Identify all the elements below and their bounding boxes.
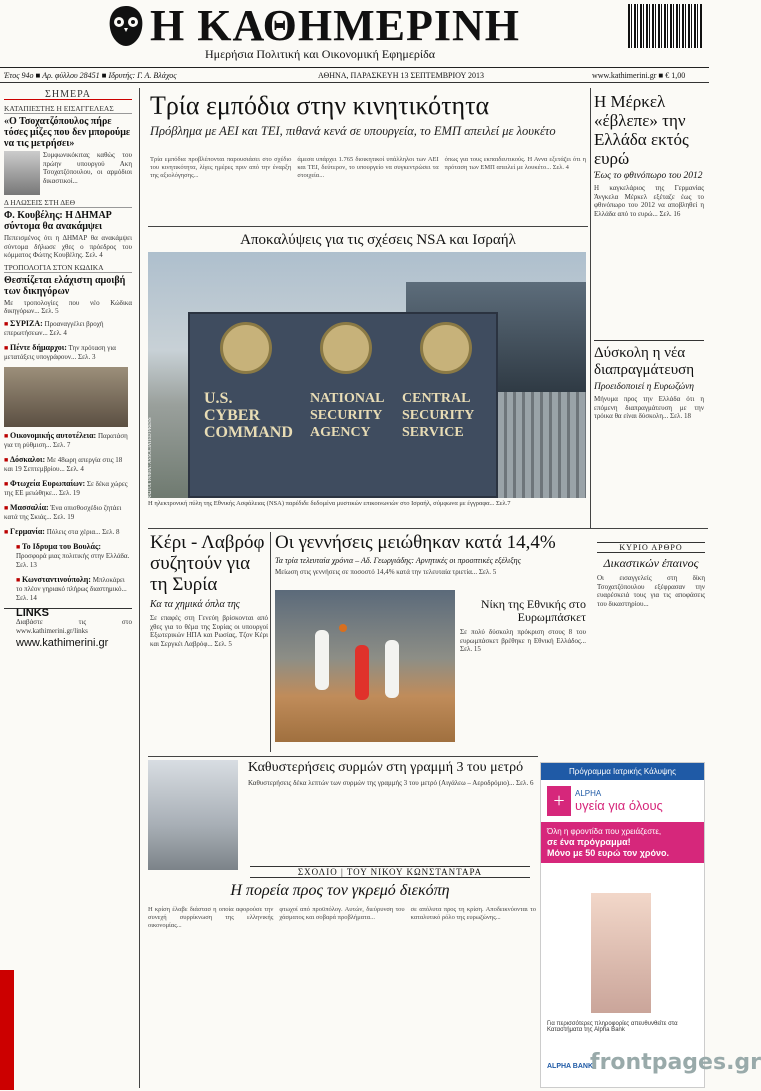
left-story-1	[4, 151, 132, 195]
sign-text-css: CENTRAL SECURITY SERVICE	[402, 391, 475, 440]
links-box	[4, 608, 132, 648]
photo-credit: ΦΩΤΟΓΡΑΦΙΑ: ASSOCIATED PRESS	[148, 417, 153, 498]
seal-icon	[320, 322, 372, 374]
bullet-icon: ■	[4, 319, 10, 328]
photo-caption: Η ηλεκτρονική πύλη της Εθνικής Ασφάλειας (NSA) παρέδιδε δεδομένα μυστικών επικοινωνιών στο Ισραήλ, σύμφωνα με έγγραφα... Σελ.7	[148, 500, 511, 507]
syria-headline[interactable]: Κέρι - Λαβρόφ συζητούν για τη Συρία	[150, 532, 265, 595]
negotiation-headline[interactable]: Δύσκολη η νέα διαπραγμάτευση	[594, 345, 695, 378]
bullet-item[interactable]: ■ Δόσκαλοι: Με 48ωρη απεργία στις 18 και 19 Σεπτεμβρίου... Σελ. 4	[4, 454, 123, 473]
photo-headline[interactable]: Αποκαλύψεις για τις σχέσεις NSA και Ισραήλ	[240, 232, 516, 248]
sign-text-nsa: NATIONAL SECURITY AGENCY	[310, 391, 385, 440]
site-price: www.kathimerini.gr ■ € 1,00	[592, 71, 686, 80]
metro-photo	[148, 760, 238, 870]
bullet-item[interactable]: ■ Κωνσταντινούπολη: Μπλοκάρει το πλέον γηριακό πλήρως διαστημικό... Σελ. 14	[16, 574, 127, 602]
syria-sub: Κα τα χημικά όπλα της	[150, 599, 240, 610]
issue-meta: Έτος 94ο ■ Αρ. φύλλου 28451 ■ Ιδρυτής: Γ. Α. Βλάχος	[4, 71, 177, 80]
syria-story	[150, 532, 268, 784]
website-link[interactable]: www.kathimerini.gr	[16, 637, 109, 650]
basket-headline[interactable]: Νίκη της Εθνικής στο Ευρωμπάσκετ	[480, 597, 586, 624]
bullet-item[interactable]: ■ Μασσαλία: Ένα οπισθοσχέδιο ζητάει κατά της Σκιάς... Σελ. 19	[4, 502, 122, 521]
newspaper-title: Η ΚΑΘΗΜΕΡΙΝΗ	[150, 1, 520, 50]
barcode-icon	[628, 4, 702, 48]
left-text-1: Συμφωνικόκιτας καθώς του πρώην υπουργού Ακη Τσοχατζόπουλου, οι αρμόδιοι δικαστικοί...	[43, 151, 132, 185]
negotiation-sub: Προειδοποιεί η Ευρωζώνη	[594, 382, 695, 392]
basket-text: Σε πολύ δύσκολη πρόκριση στους 8 του ευρωμπάσκετ βρέθηκε η Εθνική Ελλάδος... Σελ. 15	[460, 628, 586, 654]
main-headline[interactable]: Τρία εμπόδια στην κινητικότητα	[150, 91, 490, 120]
negotiation-text: Μήνυμα προς την Ελλάδα ότι η επόμενη διαπραγμάτευση με την τρόικα θα είναι δύσκολη... Σελ. 18	[594, 395, 704, 421]
bullet-item[interactable]: ■ Φτωχεία Ευρωπαίων: Σε δέκα χώρες της ΕΕ μειώθηκε... Σελ. 19	[4, 478, 128, 497]
seal-icon	[420, 322, 472, 374]
ad-brand-word: υγεία για όλους	[575, 798, 663, 813]
masthead	[0, 0, 709, 68]
births-sub: Τα τρία τελευταία χρόνια – Αδ. Γεωργιάδης: Αρνητικές οι προοπτικές εξέλιξης	[275, 556, 521, 565]
main-subheadline: Πρόβλημα με ΑΕΙ και ΤΕΙ, πιθανά κενά σε υπουργεία, το ΕΜΠ απειλεί με λουκέτο	[150, 124, 556, 138]
bullet-icon: ■	[4, 455, 10, 464]
main-body-col: άμεσα υπάρχει 1.765 διοικητικοί υπάλληλοι των ΑΕΙ και ΤΕΙ, δεύτερον, το υπουργείο να συγκεντρώσει τα στοιχεία...	[297, 156, 439, 179]
bullet-item[interactable]: ■ Το Ιδρυμα του Βουλάς: Προσφορά μιας πολιτικής στην Ελλάδα. Σελ. 13	[16, 541, 130, 569]
nsa-sign	[188, 312, 498, 498]
portrait-photo	[4, 151, 40, 195]
left-text-3: Με τροπολογίες που νέο Κώδικα δικηγόρων... Σελ. 5	[4, 298, 132, 316]
commentary-body	[148, 906, 536, 1088]
issue-date: ΑΘΗΝΑ, ΠΑΡΑΣΚΕΥΗ 13 ΣΕΠΤΕΜΒΡΙΟΥ 2013	[318, 71, 485, 80]
ball-icon	[339, 624, 347, 632]
bullet-icon: ■	[16, 575, 22, 584]
left-text-2: Πεπεισμένος ότι η ΔΗΜΑΡ θα ανακάμψει σύντομα δήλωσε χθες ο πρόεδρος του κόμματος Φώτης Κουβέλης. Σελ. 4	[4, 234, 132, 260]
ad-top-label: Πρόγραμμα Ιατρικής Κάλυψης	[541, 763, 704, 780]
bullet-item[interactable]: ■ Οικονομικής αυτοτέλεια: Παρατάση για τη ρύθμιση... Σελ. 7	[4, 430, 128, 449]
divider	[148, 226, 588, 227]
left-headline-1[interactable]: «Ο Τσοχατζόπουλος πήρε τόσες μίζες που δεν μπορούμε να τις μετρήσει»	[4, 116, 131, 149]
bullet-icon: ■	[4, 343, 10, 352]
main-body	[150, 156, 586, 222]
divider	[148, 756, 538, 757]
main-body-col: Τρία εμπόδια προβλέπονται παρουσιάσει στο σχέδιο του κινητικότητα, λίγες ημέρες πριν από την έναρξη της αξιολόγησης...	[150, 156, 292, 179]
ad-brand	[541, 780, 704, 822]
links-text[interactable]: Διαβάστε τις στο www.kathimerini.gr/links	[16, 617, 132, 635]
divider	[148, 528, 708, 529]
info-line	[0, 69, 709, 83]
left-headline-2[interactable]: Φ. Κουβέλης: Η ΔΗΜΑΡ σύντομα θα ανακάμψει	[4, 210, 112, 232]
commentary-col: Η κρίση έλαβε διάστασ η οποία αφορούσε την συνεχή συρρίκνωση της ελληνικής οικονομίας...	[148, 906, 274, 929]
plus-icon: +	[547, 786, 571, 816]
commentary-col: φτωχοί από προϋπόλογ. Αυτών, διεύρυνση του χάσματος και σοβαρά προβλήματα...	[279, 906, 405, 921]
bullet-item[interactable]: ■ Γερμανία: Πόλεις στα χέρια... Σελ. 8	[4, 526, 120, 536]
ad-message: Όλη η φροντίδα που χρειάζεστε, σε ένα πρόγραμμα! Μόνο με 50 ευρώ τον χρόνο.	[541, 822, 704, 863]
editorial-text: Οι εισαγγελείς στη δίκη Τσοχατζόπουλου εξέφρασαν την ευαρέσκειά τους για τις αποφάσεις του δικαστηρίου...	[597, 574, 705, 608]
watermark: frontpages.gr	[590, 1050, 761, 1075]
parking-lot	[498, 392, 586, 498]
basketball-photo	[275, 590, 455, 742]
bullet-icon: ■	[4, 479, 10, 488]
alpha-sidebar-decoration	[0, 970, 14, 1090]
commentary-label: ΣΧΟΛΙΟ | ΤΟΥ ΝΙΚΟΥ ΚΩΝΣΤΑΝΤΑΡΑ	[250, 866, 530, 878]
merkel-text: Η καγκελάριος της Γερμανίας Άνγκελα Μέρκελ εξέταζε έως το φθινόπωρο του 2012 να αποβληθεί η Ελλάδα από το ευρώ... Σελ. 16	[594, 184, 704, 218]
left-label-2: Δ ΗΛΩΣΕΙΣ ΣΤΗ ΔΕΘ	[4, 198, 132, 208]
alpha-bank-ad[interactable]	[540, 762, 705, 1088]
main-body-col: όπως για τους εκπαιδευτικούς. Η Αννα εξετάζει ότι η πρόταση των ΕΜΠ απειλεί με λουκέτο... Σελ. 4	[444, 156, 586, 171]
divider	[270, 532, 271, 752]
bullet-icon: ■	[16, 542, 22, 551]
divider	[590, 88, 591, 528]
section-today: ΣΗΜΕΡΑ	[4, 90, 132, 100]
merkel-sub: Έως το φθινόπωρο του 2012	[594, 171, 703, 181]
bullet-icon: ■	[4, 503, 10, 512]
right-column	[594, 92, 704, 505]
ad-person-photo	[591, 893, 651, 1013]
bullet-icon: ■	[4, 431, 10, 440]
seal-icon	[220, 322, 272, 374]
owl-logo-icon	[104, 2, 148, 48]
bullet-item[interactable]: ■ ΣΥΡΙΖΑ: Προαναγγέλει βροχή επερωτήσεων... Σελ. 4	[4, 318, 104, 337]
sign-text-cyber: U.S. CYBER COMMAND	[204, 390, 293, 441]
nsa-photo	[148, 252, 586, 498]
basket-story	[460, 598, 586, 738]
syria-text: Σε επαφές στη Γενεύη βρίσκονται από χθες για το θέμα της Συρίας οι υπουργοί Εξωτερικών ΗΠΑ και Ρωσίας, Τζον Κέρι και Σεργκέι Λαβρόφ... Σελ. 5	[150, 614, 268, 648]
editorial-box	[597, 542, 705, 724]
births-headline[interactable]: Οι γεννήσεις μειώθηκαν κατά 14,4%	[275, 532, 556, 553]
births-text: Μείωση στις γεννήσεις σε ποσοστό 14,4% κατά την τελευταία τριετία... Σελ. 5	[275, 568, 497, 576]
ad-bank: ALPHA BANK	[547, 1063, 594, 1070]
editorial-label: ΚΥΡΙΟ ΑΡΘΡΟ	[597, 542, 705, 553]
left-headline-3[interactable]: Θεσπίζεται ελάχιστη αμοιβή των δικηγόρων	[4, 274, 126, 297]
left-column	[4, 90, 132, 1090]
metro-text: Καθυστερήσεις δέκα λεπτών των συρμών της γραμμής 3 του μετρό (Αιγάλεω – Αεροδρόμιο)... Σελ. 6	[248, 779, 534, 787]
bullet-icon: ■	[4, 527, 10, 536]
ad-brand-name: ALPHA	[575, 789, 602, 798]
commentary-col: σε απόλυτα προς τη κρίση. Αποδεικνύονται το καταλυτικό ρόλο της ευρωζώνης...	[410, 906, 536, 921]
merkel-headline[interactable]: Η Μέρκελ «έβλεπε» την Ελλάδα εκτός ευρώ	[594, 92, 689, 168]
metro-headline[interactable]: Καθυστερήσεις συρμών στη γραμμή 3 του μετρό	[248, 760, 524, 775]
links-label: LINKS	[16, 606, 49, 619]
bullet-list	[4, 319, 132, 603]
commentary-title[interactable]: Η πορεία προς τον γκρεμό διεκόπη	[230, 882, 450, 899]
editorial-headline[interactable]: Δικαστικών έπαινος	[603, 556, 699, 570]
left-label-1: ΚΑΤΑΠΙΕΣΤΗΣ Η ΕΙΣΑΓΓΕΛΕΑΣ	[4, 104, 132, 114]
divider	[139, 88, 140, 1088]
ad-footer: Για περισσότερες πληροφορίες απευθυνθείτε στα Καταστήματα της Alpha Bank	[547, 1021, 678, 1033]
bullet-item[interactable]: ■ Πέντε δήμαρχοι: Την πρόταση για μετατάξεις υπογράφουν... Σελ. 3	[4, 342, 116, 361]
left-label-3: ΤΡΟΠΟΛΟΓΙΑ ΣΤΟΝ ΚΩΔΙΚΑ	[4, 263, 132, 273]
newspaper-subtitle: Ημερήσια Πολιτική και Οικονομική Εφημερίδα	[205, 47, 436, 61]
group-photo	[4, 367, 128, 427]
metro-story	[248, 760, 536, 855]
